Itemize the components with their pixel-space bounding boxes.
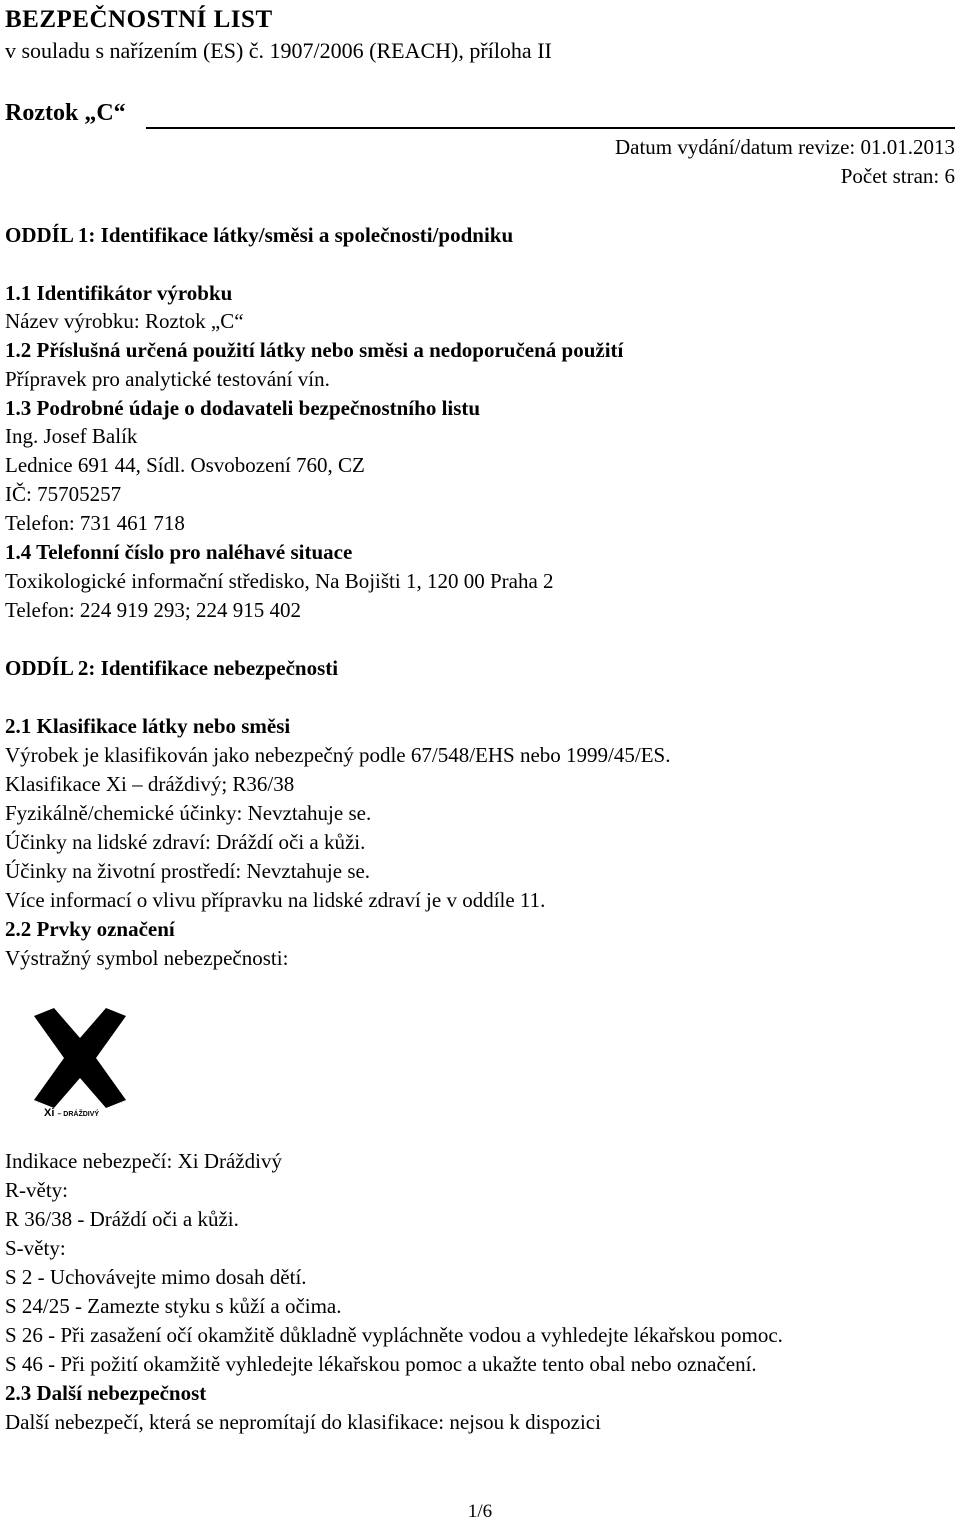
document-title: BEZPEČNOSTNÍ LIST	[5, 6, 273, 33]
classification-line-5: Účinky na životní prostředí: Nevztahuje se.	[5, 859, 371, 883]
section-2-2-title: 2.2 Prvky označení	[5, 917, 175, 941]
supplier-address: Lednice 691 44, Sídl. Osvobození 760, CZ	[5, 453, 365, 477]
r-phrases-heading: R-věty:	[5, 1178, 68, 1202]
supplier-name: Ing. Josef Balík	[5, 424, 138, 448]
hazard-symbol-caption	[44, 1107, 99, 1119]
product-name: Název výrobku: Roztok „C“	[5, 309, 244, 333]
s-phrase-24-25: S 24/25 - Zamezte styku s kůží a očima.	[5, 1294, 342, 1318]
header-rule	[146, 127, 955, 129]
classification-line-1: Výrobek je klasifikován jako nebezpečný podle 67/548/EHS nebo 1999/45/ES.	[5, 743, 671, 767]
classification-line-4: Účinky na lidské zdraví: Dráždí oči a kůži.	[5, 830, 366, 854]
section1-heading: ODDÍL 1: Identifikace látky/směsi a společnosti/podniku	[5, 223, 514, 247]
s-phrase-26: S 26 - Při zasažení očí okamžitě důkladně vypláchněte vodou a vyhledejte lékařskou pomoc.	[5, 1323, 783, 1347]
document-subtitle: v souladu s nařízením (ES) č. 1907/2006 (REACH), příloha II	[5, 38, 552, 63]
section-1-2-title: 1.2 Příslušná určená použití látky nebo směsi a nedoporučená použití	[5, 338, 624, 362]
s-phrase-46: S 46 - Při požití okamžitě vyhledejte lékařskou pomoc a ukažte tento obal nebo označení.	[5, 1352, 757, 1376]
issue-date: Datum vydání/datum revize: 01.01.2013	[614, 135, 955, 159]
hazard-indication: Indikace nebezpečí: Xi Dráždivý	[5, 1149, 282, 1173]
product-heading: Roztok „C“	[5, 100, 126, 126]
supplier-ic: IČ: 75705257	[5, 482, 122, 506]
classification-line-6: Více informací o vlivu přípravku na lidské zdraví je v oddíle 11.	[5, 888, 546, 912]
product-use: Přípravek pro analytické testování vín.	[5, 367, 330, 391]
section-1-3-title: 1.3 Podrobné údaje o dodavateli bezpečnostního listu	[5, 396, 481, 420]
supplier-phone: Telefon: 731 461 718	[5, 511, 185, 535]
section-1-1-title: 1.1 Identifikátor výrobku	[5, 281, 233, 305]
hazard-symbol-name: – DRÁŽDIVÝ	[57, 1111, 100, 1118]
section-1-4-title: 1.4 Telefonní číslo pro naléhavé situace	[5, 540, 353, 564]
page-count: Počet stran: 6	[840, 164, 955, 188]
section-2-3-title: 2.3 Další nebezpečnost	[5, 1381, 207, 1405]
classification-line-3: Fyzikálně/chemické účinky: Nevztahuje se.	[5, 801, 372, 825]
emergency-center: Toxikologické informační středisko, Na Bojišti 1, 120 00 Praha 2	[5, 569, 554, 593]
classification-line-2: Klasifikace Xi – dráždivý; R36/38	[5, 772, 295, 796]
hazard-symbol-code: Xi	[44, 1107, 55, 1119]
s-phrases-heading: S-věty:	[5, 1236, 66, 1260]
emergency-phone: Telefon: 224 919 293; 224 915 402	[5, 598, 301, 622]
r-phrase-36-38: R 36/38 - Dráždí oči a kůži.	[5, 1207, 239, 1231]
xi-irritant-cross-icon	[26, 1008, 134, 1120]
hazard-symbol-label: Výstražný symbol nebezpečnosti:	[5, 946, 289, 970]
s-phrase-2: S 2 - Uchovávejte mimo dosah dětí.	[5, 1265, 307, 1289]
page-number: 1/6	[467, 1501, 493, 1522]
other-hazards: Další nebezpečí, která se nepromítají do klasifikace: nejsou k dispozici	[5, 1410, 601, 1434]
section2-heading: ODDÍL 2: Identifikace nebezpečnosti	[5, 656, 339, 680]
section-2-1-title: 2.1 Klasifikace látky nebo směsi	[5, 714, 291, 738]
